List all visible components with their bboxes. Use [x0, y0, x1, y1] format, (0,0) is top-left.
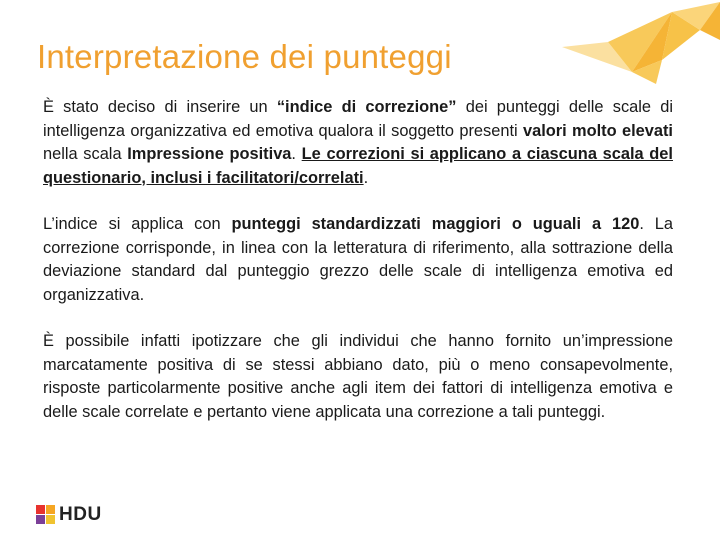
text-span: L’indice si applica con	[43, 215, 232, 233]
paragraph-1	[43, 96, 673, 190]
text-span: dei punteggi delle scale di intelligenza organizzativa ed emotiva qualora il soggetto presenti	[43, 98, 673, 140]
text-span: nella scala	[43, 145, 128, 163]
hdu-logo	[36, 505, 102, 525]
bold-text: “indice di correzione”	[276, 98, 457, 116]
logo-mark-icon	[36, 505, 56, 525]
paragraph-2	[43, 213, 673, 307]
underlined-bold-text: Le correzioni si applicano a ciascuna scala del questionario, inclusi i facilitatori/correlati	[43, 145, 673, 187]
slide-title: Interpretazione dei punteggi	[37, 38, 452, 75]
text-span: .	[363, 168, 369, 187]
logo-text: HDU	[59, 504, 102, 525]
text-span: È stato deciso di inserire un	[43, 98, 277, 116]
bold-text: punteggi standardizzati maggiori o uguali a 120	[231, 215, 640, 233]
text-span: . La correzione corrisponde, in linea con la letteratura di riferimento, alla sottrazione della deviazione standard dal punteggio grezzo delle scale di intelligenza emotiva ed organizzativa.	[43, 215, 673, 304]
bold-text: valori molto elevati	[522, 121, 673, 140]
paragraph-3	[43, 330, 673, 424]
origami-bird-icon	[560, 2, 720, 84]
text-span: .	[291, 145, 302, 163]
bold-text: Impressione positiva	[127, 145, 292, 163]
text-span: È possibile infatti ipotizzare che gli individui che hanno fornito un’impressione marcatamente positiva di se stessi abbiano dato, più o meno consapevolmente, risposte particolarmente positive anche agli item dei fattori di intelligenza emotiva e delle scale correlate e pertanto viene applicata una correzione a tali punteggi.	[43, 332, 673, 421]
body-text	[43, 96, 673, 424]
